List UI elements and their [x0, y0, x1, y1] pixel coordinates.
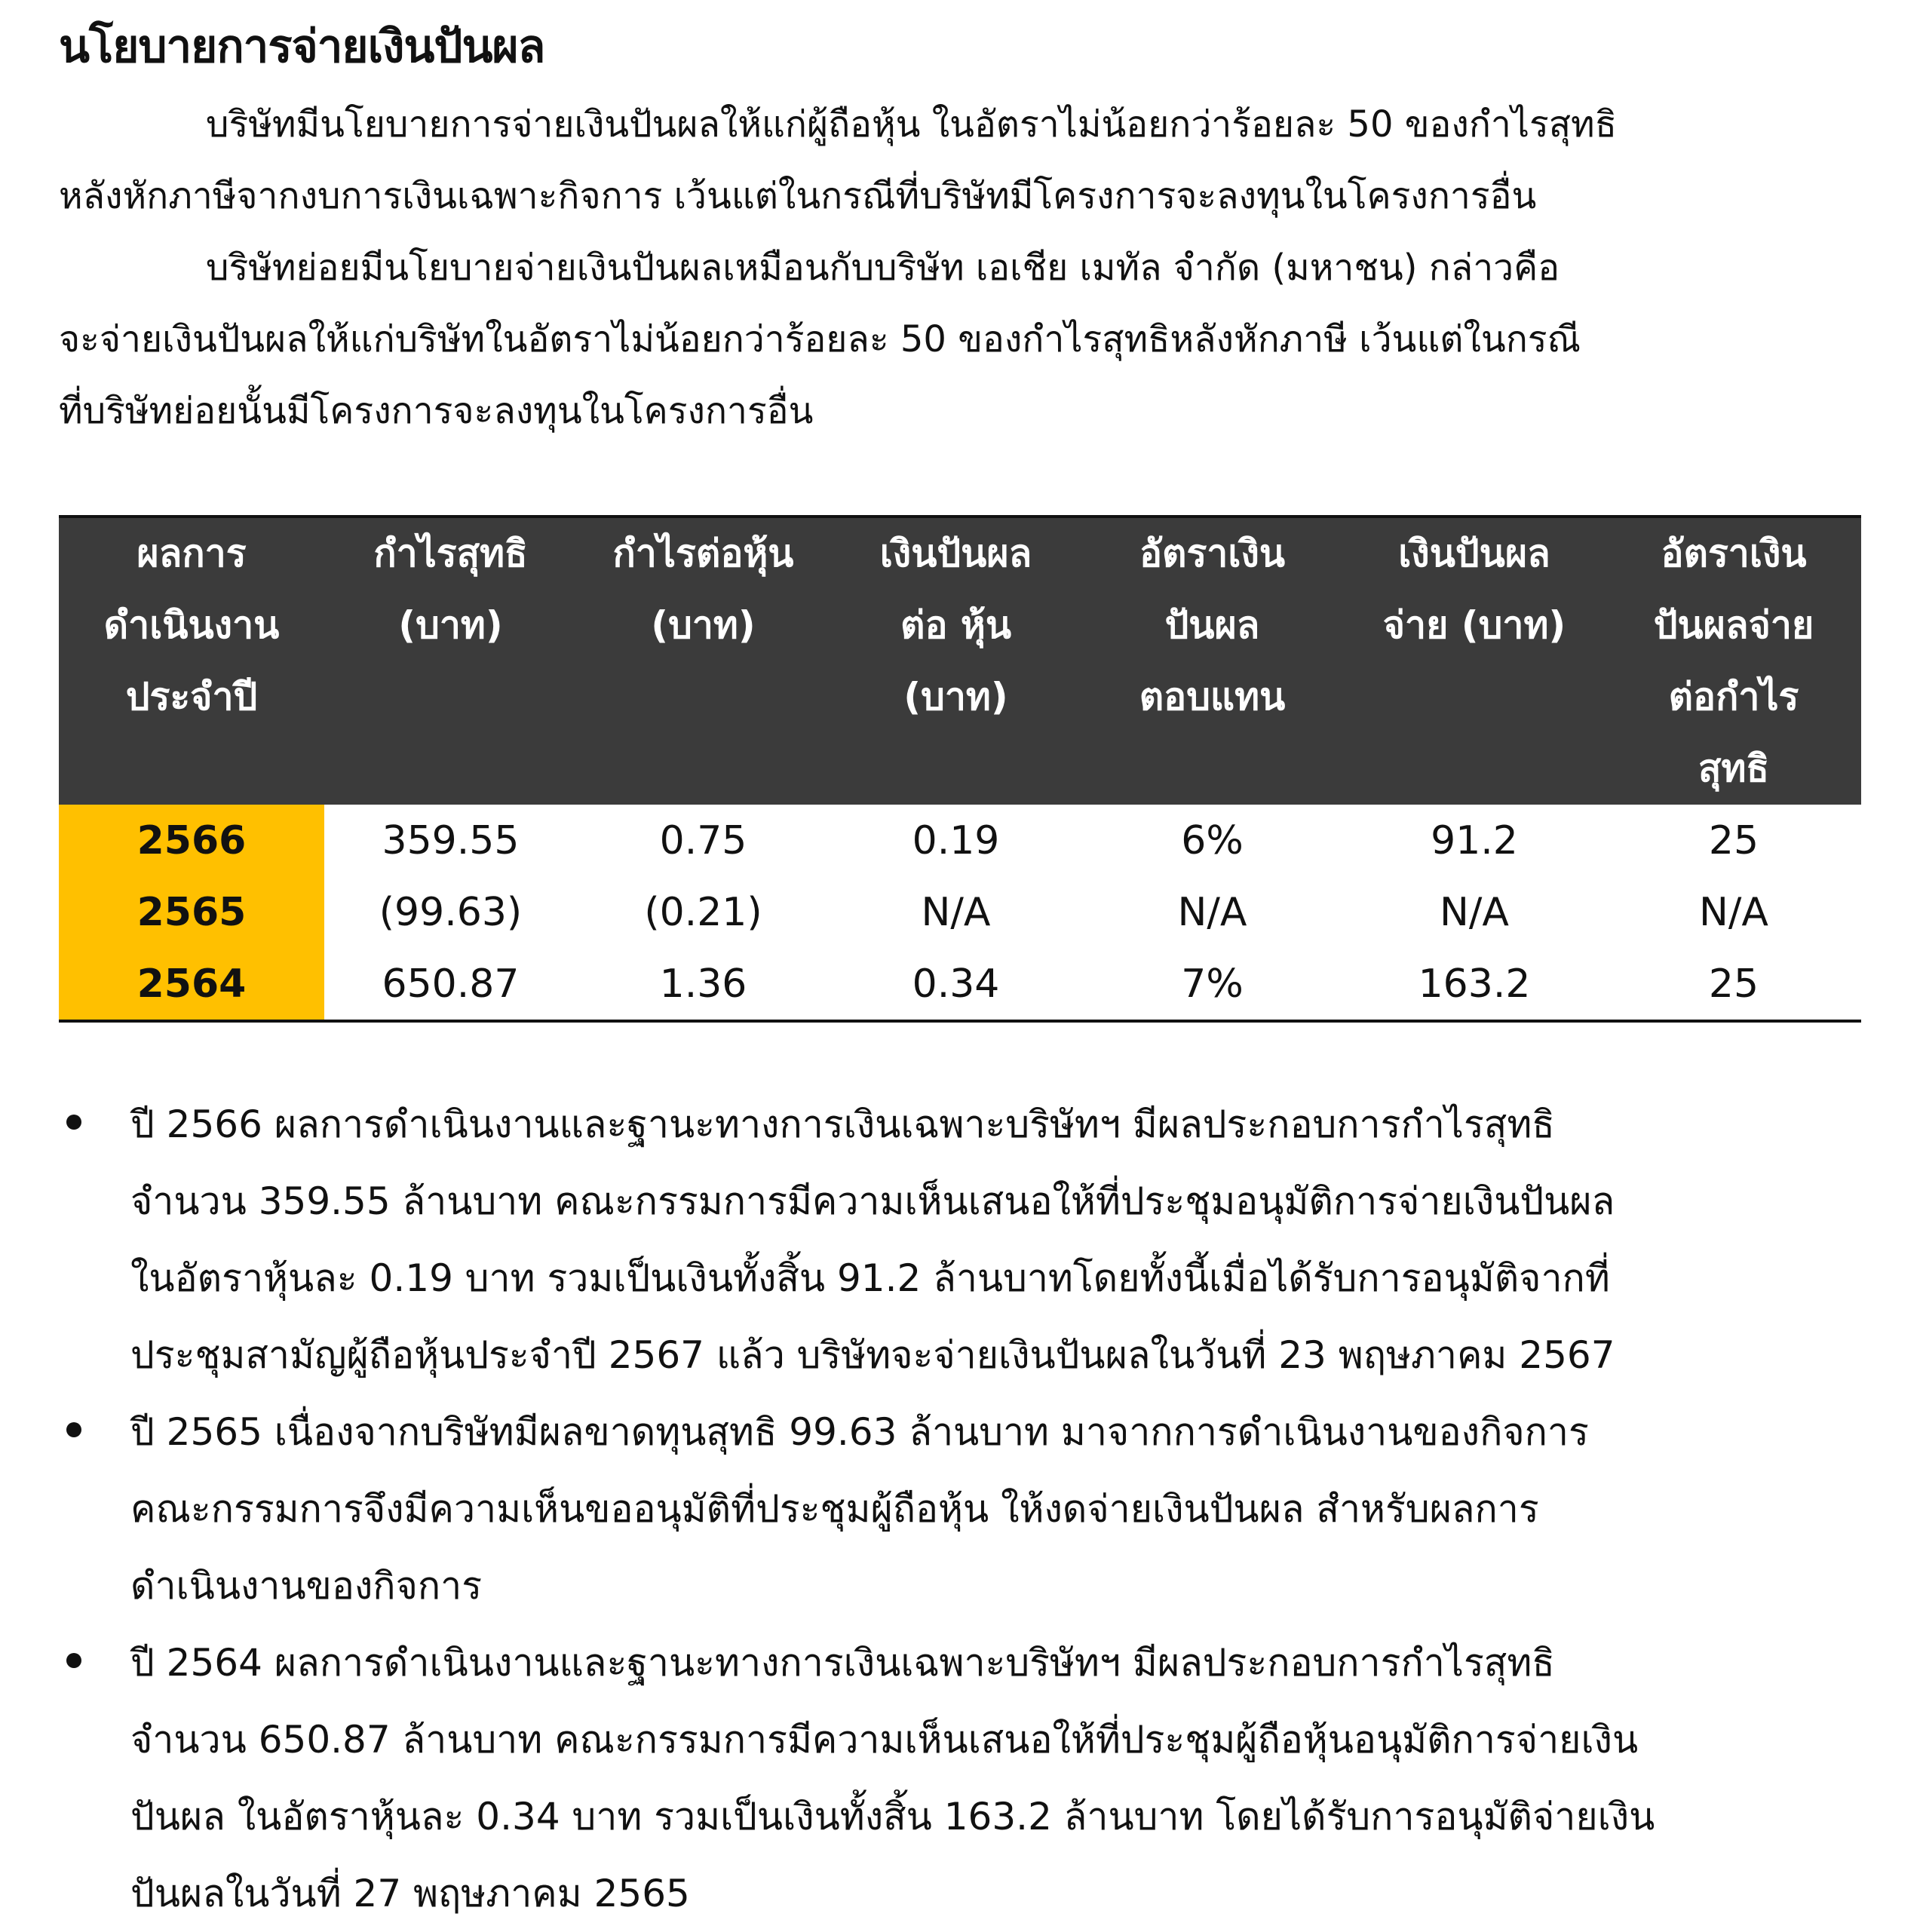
header-cell-payout-ratio	[1606, 517, 1861, 805]
table-cell: N/A	[1440, 889, 1509, 935]
header-cell-dividend-per-share	[830, 517, 1082, 805]
paragraph-line: บริษัทย่อยมีนโยบายจ่ายเงินปันผลเหมือนกับบริษัท เอเชีย เมทัล จำกัด (มหาชน) กล่าวคือ	[206, 247, 1560, 289]
list-item-line: คณะกรรมการจึงมีความเห็นขออนุมัติที่ประชุมผู้ถือหุ้น ให้งดจ่ายเงินปันผล สำหรับผลการ	[130, 1487, 1539, 1531]
table-cell: 7%	[1082, 948, 1342, 1021]
header-line: ปันผล	[1164, 603, 1260, 647]
table-cell: 0.19	[912, 817, 1000, 863]
header-line: เงินปันผล	[1398, 532, 1550, 575]
paragraph-line: หลังหักภาษีจากงบการเงินเฉพาะกิจการ เว้นแต่ในกรณีที่บริษัทมีโครงการจะลงทุนในโครงการอื่น	[59, 175, 1537, 217]
header-line: ต่อ หุ้น	[900, 603, 1012, 647]
bullet-icon	[66, 1422, 81, 1437]
header-line: (บาท)	[903, 675, 1008, 719]
list-item-line: ปี 2565 เนื่องจากบริษัทมีผลขาดทุนสุทธิ 99.63 ล้านบาท มาจากการดำเนินงานของกิจการ	[130, 1410, 1589, 1454]
list-item	[59, 1394, 1861, 1624]
paragraph-line: ที่บริษัทย่อยนั้นมีโครงการจะลงทุนในโครงการอื่น	[59, 390, 814, 432]
header-line: สุทธิ	[1698, 747, 1769, 790]
table-cell: 25	[1606, 948, 1861, 1021]
table-header-row	[59, 517, 1861, 805]
header-line: กำไรสุทธิ	[373, 532, 528, 575]
table-cell: N/A	[1177, 889, 1247, 935]
table-cell: 0.34	[830, 948, 1082, 1021]
header-cell-dividend-paid	[1342, 517, 1606, 805]
header-line: ผลการ	[136, 532, 247, 575]
list-item-line: จำนวน 359.55 ล้านบาท คณะกรรมการมีความเห็นเสนอให้ที่ประชุมอนุมัติการจ่ายเงินปันผล	[130, 1179, 1615, 1223]
header-line: ประจำปี	[125, 675, 258, 719]
dividend-table	[59, 515, 1861, 1023]
table-cell: 0.75	[659, 817, 747, 863]
table-cell: 1.36	[577, 948, 830, 1021]
bullet-icon	[66, 1653, 81, 1668]
year-cell: 2564	[59, 948, 324, 1021]
year-cell: 2566	[59, 805, 324, 876]
paragraph-line: บริษัทมีนโยบายการจ่ายเงินปันผลให้แก่ผู้ถือหุ้น ในอัตราไม่น้อยกว่าร้อยละ 50 ของกำไรสุทธิ	[206, 103, 1617, 146]
list-item-line: ปี 2566 ผลการดำเนินงานและฐานะทางการเงินเฉพาะบริษัทฯ มีผลประกอบการกำไรสุทธิ	[130, 1102, 1555, 1146]
header-line: อัตราเงิน	[1661, 532, 1807, 575]
table-cell: 25	[1708, 817, 1759, 863]
year-cell: 2565	[59, 876, 324, 948]
header-line: ปันผลจ่าย	[1653, 603, 1814, 647]
list-item-line: ดำเนินงานของกิจการ	[130, 1564, 483, 1608]
list-item-line: ในอัตราหุ้นละ 0.19 บาท รวมเป็นเงินทั้งสิ้น 91.2 ล้านบาทโดยทั้งนี้เมื่อได้รับการอนุมัติจากที่	[130, 1256, 1610, 1300]
dividend-history-list	[59, 1086, 1861, 1932]
bullet-icon	[66, 1115, 81, 1130]
table-cell: 359.55	[382, 817, 520, 863]
paragraph-line: จะจ่ายเงินปันผลให้แก่บริษัทในอัตราไม่น้อยกว่าร้อยละ 50 ของกำไรสุทธิหลังหักภาษี เว้นแต่ในกรณี	[59, 318, 1581, 360]
list-item-line: ปันผลในวันที่ 27 พฤษภาคม 2565	[130, 1872, 690, 1915]
header-cell-performance-year	[59, 517, 324, 805]
table-cell: 163.2	[1342, 948, 1606, 1021]
page-title: นโยบายการจ่ายเงินปันผล	[59, 20, 545, 73]
header-line: เงินปันผล	[879, 532, 1032, 575]
list-item	[59, 1086, 1861, 1394]
header-cell-dividend-yield	[1082, 517, 1342, 805]
table-cell: (0.21)	[644, 889, 762, 935]
table-cell: 91.2	[1431, 817, 1518, 863]
list-item	[59, 1624, 1861, 1932]
policy-paragraph	[59, 89, 1861, 232]
table-cell: 6%	[1181, 817, 1244, 863]
subsidiary-policy-paragraph	[59, 232, 1861, 447]
table-cell: (99.63)	[379, 889, 523, 935]
header-line: จ่าย (บาท)	[1382, 603, 1566, 647]
header-cell-net-profit	[324, 517, 577, 805]
table-cell: 650.87	[324, 948, 577, 1021]
header-line: อัตราเงิน	[1139, 532, 1286, 575]
header-line: ตอบแทน	[1139, 675, 1286, 719]
table-cell: N/A	[1699, 889, 1768, 935]
list-item-line: ประชุมสามัญผู้ถือหุ้นประจำปี 2567 แล้ว บริษัทจะจ่ายเงินปันผลในวันที่ 23 พฤษภาคม 2567	[130, 1333, 1615, 1377]
table-row	[59, 805, 1861, 876]
header-line: ต่อกำไร	[1668, 675, 1799, 719]
list-item-line: จำนวน 650.87 ล้านบาท คณะกรรมการมีความเห็นเสนอให้ที่ประชุมผู้ถือหุ้นอนุมัติการจ่ายเงิน	[130, 1718, 1639, 1762]
list-item-line: ปี 2564 ผลการดำเนินงานและฐานะทางการเงินเฉพาะบริษัทฯ มีผลประกอบการกำไรสุทธิ	[130, 1641, 1555, 1685]
header-line: กำไรต่อหุ้น	[612, 532, 794, 575]
table-cell: N/A	[921, 889, 991, 935]
header-line: ดำเนินงาน	[103, 603, 280, 647]
table-row	[59, 876, 1861, 948]
header-cell-eps	[577, 517, 830, 805]
list-item-line: ปันผล ในอัตราหุ้นละ 0.34 บาท รวมเป็นเงินทั้งสิ้น 163.2 ล้านบาท โดยได้รับการอนุมัติจ่ายเงิน	[130, 1795, 1655, 1838]
header-line: (บาท)	[398, 603, 503, 647]
header-line: (บาท)	[651, 603, 756, 647]
table-row	[59, 948, 1861, 1021]
